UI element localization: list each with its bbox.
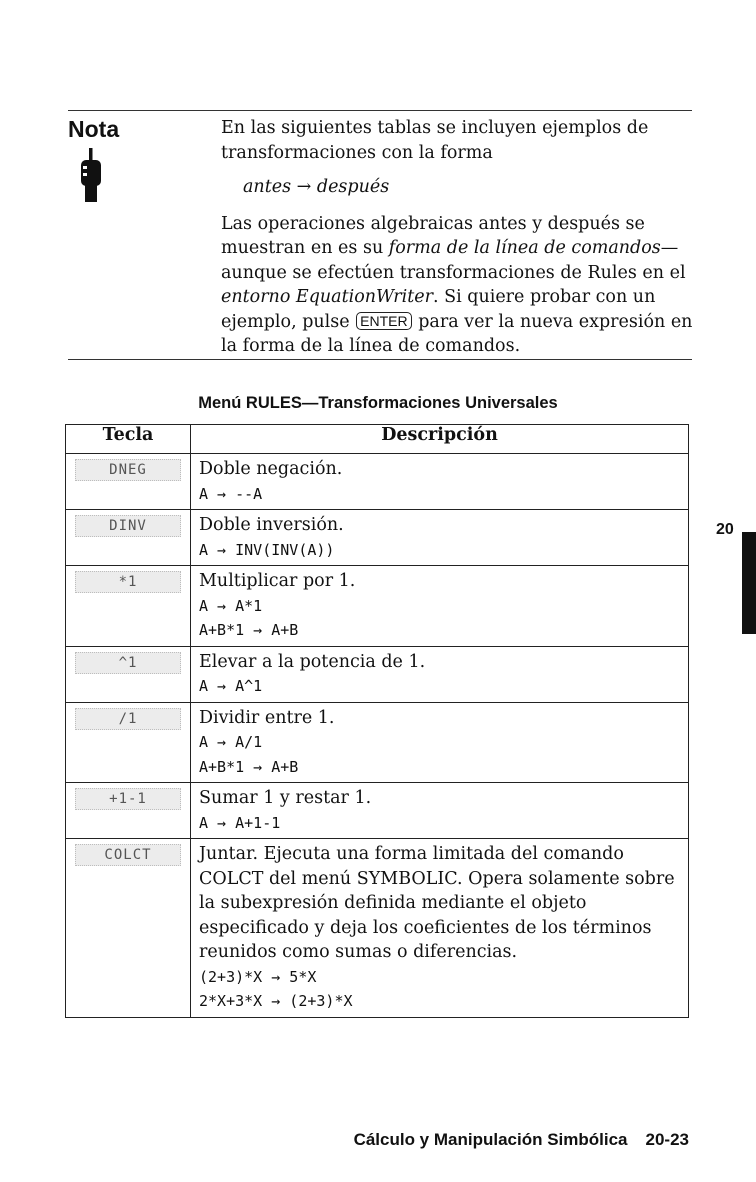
example-transformation: A → INV(INV(A)) — [199, 540, 335, 559]
description-text: la subexpresión definida mediante el objeto — [199, 893, 587, 913]
table-row — [66, 454, 689, 510]
description-cell — [191, 783, 689, 839]
example-transformation: (2+3)*X → 5*X — [199, 967, 317, 986]
example-transformation: A → A*1 — [199, 596, 263, 615]
softkey-label: COLCT — [75, 844, 181, 866]
description-cell — [191, 702, 689, 783]
example-transformation: A → A+1-1 — [199, 813, 281, 832]
table-row — [66, 566, 689, 647]
emphasis-equationwriter: entorno EquationWriter — [221, 287, 433, 307]
hand-pointing-down-icon — [80, 148, 102, 210]
key-cell — [66, 839, 191, 1018]
top-rule — [68, 110, 692, 111]
rules-table — [65, 424, 689, 1018]
description-cell — [191, 839, 689, 1018]
description-cell — [191, 510, 689, 566]
note-intro: En las siguientes tablas se incluyen ejemplos de transformaciones con la forma — [221, 118, 649, 163]
key-cell — [66, 454, 191, 510]
softkey-label: ^1 — [75, 652, 181, 674]
table-row — [66, 646, 689, 702]
description-text: Elevar a la potencia de 1. — [199, 651, 426, 672]
softkey-label: *1 — [75, 571, 181, 593]
description-text: COLCT del menú SYMBOLIC. Opera solamente sobre — [199, 868, 675, 889]
softkey-label: /1 — [75, 708, 181, 730]
example-transformation: A → A/1 — [199, 733, 263, 751]
key-cell — [66, 566, 191, 647]
chapter-tab — [742, 532, 756, 634]
description-text: especificado y deja los coeficientes de los términos — [199, 917, 652, 938]
enter-key: ENTER — [356, 312, 411, 330]
key-cell — [66, 702, 191, 783]
description-cell — [191, 646, 689, 702]
softkey-label: DNEG — [75, 459, 181, 481]
column-header-description: Descripción — [191, 425, 689, 454]
chapter-number: 20 — [716, 521, 734, 538]
softkey-label: DINV — [75, 515, 181, 537]
description-text: reunidos como sumas o diferencias. — [199, 942, 518, 962]
table-title: Menú RULES—Transformaciones Universales — [198, 394, 558, 412]
example-transformation: A+B*1 → A+B — [199, 757, 299, 776]
note-paragraph: Las operaciones algebraicas antes y después se muestran en es su forma de la línea de comandos— aunque se efectúen transformaciones de Rules en el entorno EquationWriter. Si quiere probar con un ejemplo, pulse ENTER para ver la nueva expresión en la forma de la línea de comandos. — [221, 213, 693, 356]
description-text: Doble inversión. — [199, 515, 344, 535]
example-transformation: A+B*1 → A+B — [199, 621, 299, 639]
page-number: 20-23 — [645, 1130, 689, 1149]
description-text: Dividir entre 1. — [199, 707, 335, 728]
example-transformation: A → --A — [199, 484, 263, 503]
table-row — [66, 510, 689, 566]
table-row — [66, 702, 689, 783]
key-cell — [66, 783, 191, 839]
footer-title: Cálculo y Manipulación Simbólica — [353, 1130, 628, 1149]
description-text: Sumar 1 y restar 1. — [199, 788, 372, 808]
key-cell — [66, 646, 191, 702]
example-transformation: A → A^1 — [199, 677, 263, 695]
description-text: Doble negación. — [199, 459, 343, 479]
column-header-key: Tecla — [66, 425, 191, 454]
table-row — [66, 783, 689, 839]
description-cell — [191, 454, 689, 510]
emphasis-command-line: forma de la línea de comandos — [388, 238, 661, 258]
page-footer — [354, 1130, 689, 1150]
note-formula: antes → después — [243, 177, 390, 197]
example-transformation: 2*X+3*X → (2+3)*X — [199, 992, 353, 1010]
key-cell — [66, 510, 191, 566]
table-header-row — [66, 425, 689, 454]
table-row — [66, 839, 689, 1018]
description-text: Juntar. Ejecuta una forma limitada del comando — [199, 844, 624, 864]
table-body — [66, 454, 689, 1018]
description-text: Multiplicar por 1. — [199, 571, 356, 591]
softkey-label: +1-1 — [75, 788, 181, 810]
note-label: Nota — [68, 116, 120, 142]
bottom-rule — [68, 359, 692, 360]
description-cell — [191, 566, 689, 647]
note-body — [221, 116, 696, 359]
